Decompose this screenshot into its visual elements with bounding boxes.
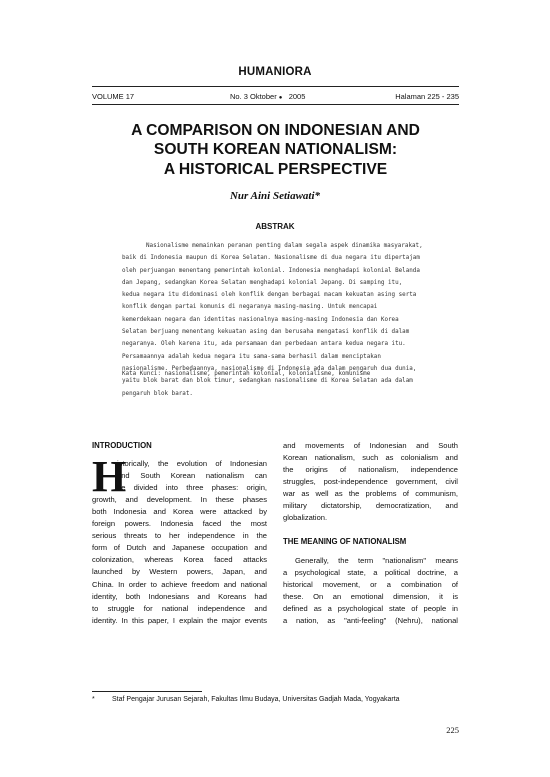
article-title	[92, 121, 459, 179]
section-heading-introduction: INTRODUCTION	[92, 441, 152, 450]
author-name: Nur Aini Setiawati*	[229, 190, 321, 202]
footnote-text: Staf Pengajar Jurusan Sejarah, Fakultas Ilmu Budaya, Universitas Gadjah Mada, Yogyakarta	[112, 696, 400, 703]
body-line: historical movement, or a combination of	[283, 579, 458, 589]
title-line: A COMPARISON ON INDONESIAN AND	[131, 122, 420, 139]
body-line: China. In order to achieve freedom and national	[92, 579, 267, 589]
abstract-line: nasionalisme. Perbedaannya, nasionalisme di Indonesia ada dalam pengaruh dua dunia,	[122, 365, 417, 372]
body-line: globalization.	[283, 513, 328, 523]
abstract-line: negaranya. Oleh karena itu, ada persamaan dan perbedaan antara kedua negara itu.	[122, 341, 406, 348]
right-column	[283, 440, 458, 627]
body-line: istorically, the evolution of Indonesian	[117, 459, 267, 469]
abstract-line: Persamaannya adalah kedua negara itu sama-sama berhasil dalam menciptakan	[122, 353, 381, 360]
body-line: launched by Western powers, Japan, and	[92, 567, 267, 577]
header-rule-top	[92, 86, 459, 87]
footnote-marker: *	[92, 696, 95, 703]
body-line: identity. In this paper, I explain the major events	[92, 615, 267, 625]
title-line: SOUTH KOREAN NATIONALISM:	[153, 141, 398, 159]
abstract-line: kedua negara itu didominasi oleh konflik dengan berbagai macam kekuatan asing serta	[122, 292, 417, 299]
body-line: identity, both Indonesians and Koreans had	[92, 591, 267, 601]
body-line: both Indonesia and Korea were attacked by	[92, 507, 267, 517]
issue-number: No. 3 Oktober	[230, 92, 277, 101]
abstract-line: kemerdekaan negara dan identitas nasionalnya masing-masing Indonesia dan Korea	[122, 316, 399, 323]
issue-label	[230, 92, 305, 101]
body-line: to struggle for national independence and	[92, 603, 267, 613]
body-line: serious threats to her independence in the	[92, 531, 267, 541]
bullet-glyph: ●	[278, 95, 283, 101]
left-column	[92, 440, 267, 627]
header-rule-bottom	[92, 104, 459, 105]
page-number: 225	[446, 725, 459, 735]
body-line: military dictatorship, democratization, and	[283, 501, 458, 511]
body-line: be divided into three phases: origin,	[117, 483, 267, 493]
body-line: the origins of nationalism, independence	[283, 465, 458, 475]
body-line: defined as a psychological state of people in	[283, 603, 458, 613]
body-line: and movements of Indonesian and South	[283, 441, 458, 450]
keywords: Kata Kunci: nasionalisme, pemerintah kolonial, kolonialisme, komunisme	[122, 371, 371, 377]
body-line: a psychological state, a political doctrine, a	[283, 567, 458, 577]
abstract-heading: ABSTRAK	[255, 222, 295, 231]
issue-year: 2005	[288, 92, 306, 101]
section-heading-meaning: THE MEANING OF NATIONALISM	[283, 537, 407, 547]
dropcap-letter: H	[92, 452, 127, 502]
body-line: Generally, the term "nationalism" means	[295, 555, 458, 565]
body-line: struggles, post-independence government, civil	[283, 477, 458, 487]
footnote-rule	[92, 691, 202, 692]
abstract-line: pengaruh blok barat.	[122, 390, 193, 397]
body-line: colonization, whereas Korea faced attacks	[92, 555, 267, 565]
body-line: foreign powers. Indonesia faced the most	[92, 519, 267, 529]
journal-name: HUMANIORA	[238, 66, 312, 78]
abstract-line: oleh perjuangan menentang pemerintah kolonial. Indonesia menghadapi kolonial Belanda	[122, 267, 420, 274]
spacer	[283, 524, 458, 536]
body-line: growth, and development. In these phases	[92, 495, 267, 505]
abstract-line: dan Jepang, sedangkan Korea Selatan menghadapi kolonial Jepang. Di samping itu,	[122, 279, 403, 286]
abstract-line: yaitu blok barat dan blok timur, sedangkan nasionalisme di Korea Selatan ada dalam	[122, 378, 413, 385]
abstract-line: baik di Indonesia maupun di Korea Selatan. Nasionalisme di dua negara itu dipertajam	[122, 255, 420, 262]
title-line: A HISTORICAL PERSPECTIVE	[163, 160, 388, 178]
body-line: and South Korean nationalism can	[117, 471, 267, 481]
page-range: Halaman 225 - 235	[395, 92, 459, 101]
volume-label: VOLUME 17	[92, 92, 135, 101]
abstract-line: konflik dengan partai komunis di negaranya masing-masing. Untuk mencapai	[122, 304, 378, 311]
abstract-line: Nasionalisme memainkan peranan penting dalam segala aspek dinamika masyarakat,	[146, 243, 423, 249]
body-line: a nation, as "anti-feeling" (Nehru), national	[283, 615, 458, 625]
body-line: these. On an emotional dimension, it is	[283, 591, 458, 601]
body-line: form of Dutch and Japanese occupation and	[92, 543, 267, 553]
abstract-line: Selatan berjuang menentang kekuatan asing dan berusaha mengatasi konflik di dalam	[122, 329, 410, 336]
body-line: Korean nationalism, such as colonialism and	[283, 453, 458, 463]
body-line: war as well as the problems of communism,	[283, 489, 458, 499]
